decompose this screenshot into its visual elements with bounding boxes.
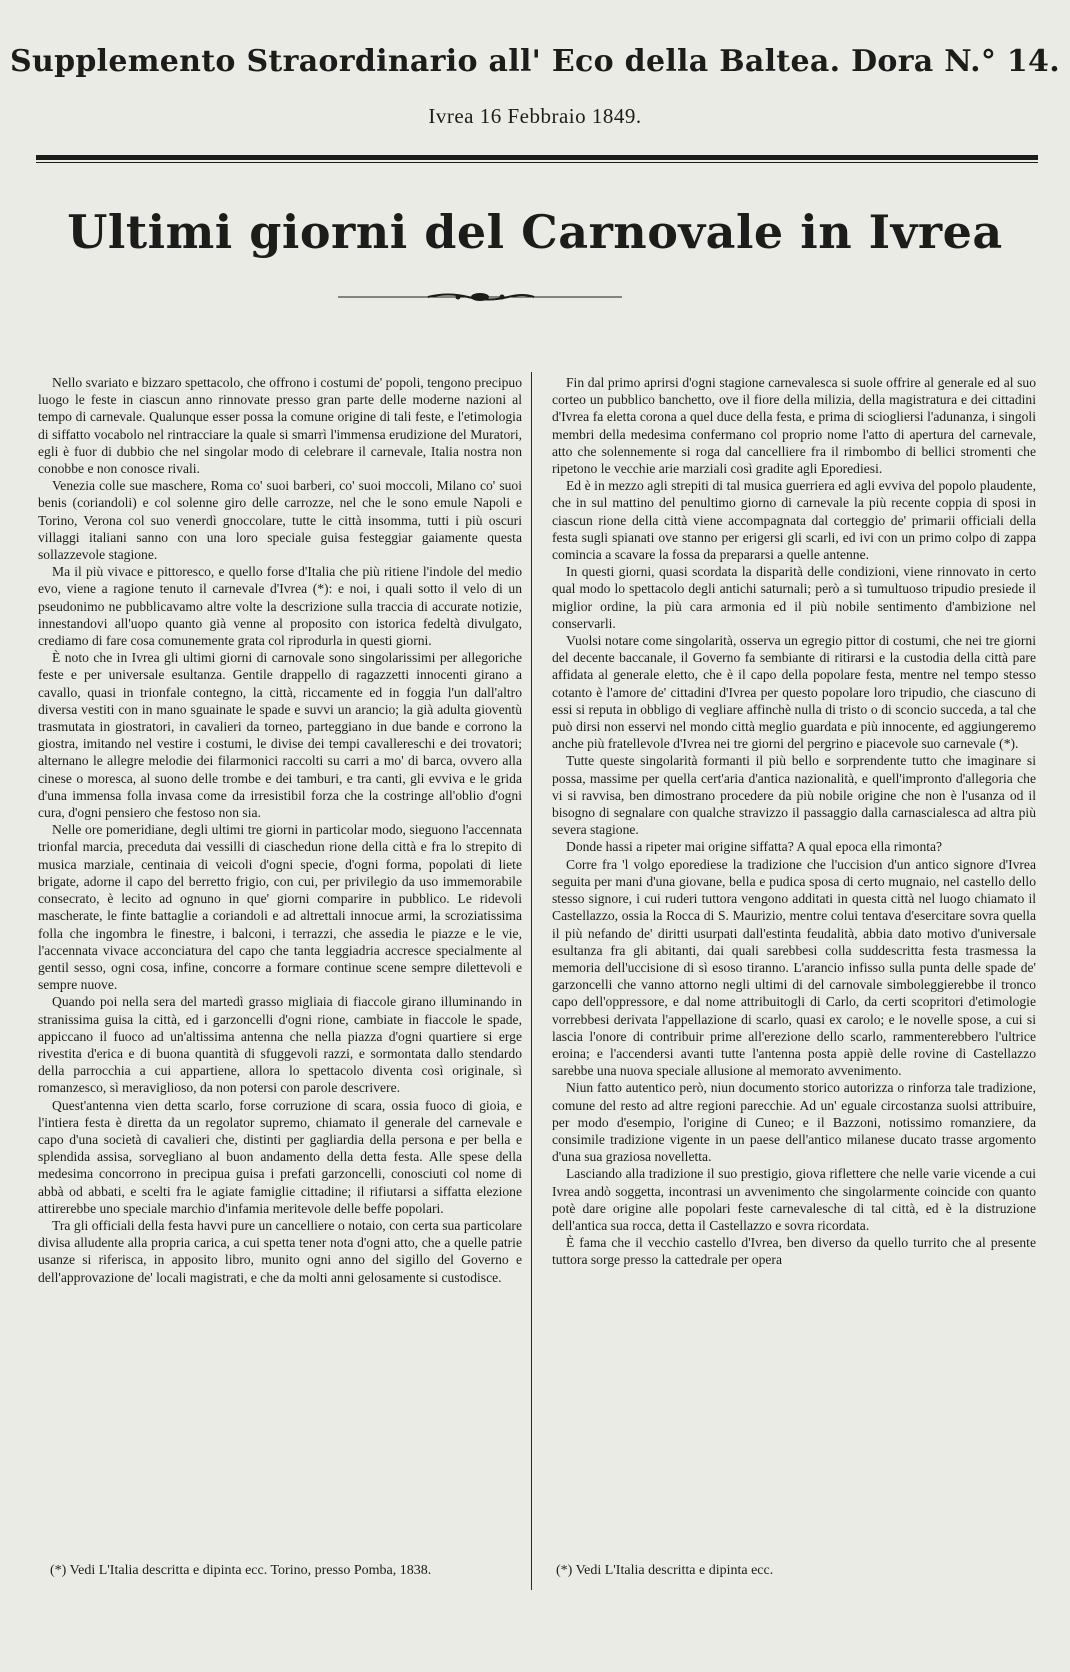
- paragraph: Tutte queste singolarità formanti il più bello e sorprendente tutto che imaginare si possa, massime per quella cert'aria d'antica nazionalità, e quell'impronto d'allegoria che vi si ravvisa, ben dimostrano procedere da più nobile origine che non è l'usanza od il bisogno di segnalare con qualche stravizzo il passaggio dalla carnascialesca ad altra più severa stagione.: [552, 753, 1036, 838]
- paragraph: Tra gli officiali della festa havvi pure un cancelliere o notaio, con certa sua particolare divisa alludente alla propria carica, a cui spetta tener nota d'ogni atto, che a quelle patrie usanze si riferisca, in apposito libro, munito ogni anno del sigillo del Governo e dell'approvazione de' locali magistrati, e che da molti anni gelosamente si custodisce.: [38, 1217, 522, 1285]
- paragraph: Niun fatto autentico però, niun documento storico autorizza o rinforza tale tradizione, comune del resto ad altre regioni parecchie. Ad un' eguale circostanza suolsi attribuire, per modo d'esempio, l'origine di Cuneo; e il Bazzoni, notissimo romanziere, da consimile tradizione vigente in un paese dell'antico milanese ducato trasse argomento d'una sua graziosa novelletta.: [552, 1080, 1036, 1165]
- footnote-right: (*) Vedi L'Italia descritta e dipinta ecc.: [556, 1563, 774, 1578]
- paragraph: Nelle ore pomeridiane, degli ultimi tre giorni in particolar modo, sieguono l'accennata trionfal marcia, preceduta dai vessilli di ciaschedun rione della città e fra lo strepito di musica marziale, centinaia di veicoli d'ogni specie, d'ogni forma, popolati di liete brigate, adorne il capo del berretto frigio, con cui, per privilegio da uso immemorabile consecrato, è lecito ad ognuno in que' giorni comparire in pubblico. Le ridevoli mascherate, le finte battaglie a coriandoli e ad altrettali innocue armi, la scroziatissima folla che ingombra le finestre, i balconi, i terrazzi, che assedia le piazze e le vie, l'accennata vivace acconciatura del capo che tanta leggiadria accresce specialmente al gentil sesso, ogni cosa, infine, concorre a formare continue scene sempre dilettevoli e sempre nuove.: [38, 822, 522, 993]
- masthead: Supplemento Straordinario all' Eco della Baltea. Dora N.° 14.: [10, 44, 1060, 79]
- paragraph: Lasciando alla tradizione il suo prestigio, giova riflettere che nelle varie vicende a cui Ivrea andò soggetta, incontrasi un avvenimento che singolarmente coincide con quanto potè dare origine alle popolari feste carnevalesche di tal città, ed è la distruzione dell'antica sua rocca, detta il Castellazzo e sovra ricordata.: [552, 1166, 1036, 1233]
- paragraph: Quando poi nella sera del martedì grasso migliaia di fiaccole girano illuminando in stranissima guisa la città, ed i garzoncelli d'ogni rione, cambiate in fiaccole le spade, appiccano il fuoco ad un'altissima antenna che nella piazza d'ogni quartiere si erge rivestita d'erica e di buona quantità di sfuggevoli razzi, e sormontata dallo stendardo della parrocchia a cui appartiene, allora lo spettacolo diventa così originale, sì romanzesco, sì meraviglioso, da non potersi con parole descrivere.: [38, 994, 522, 1096]
- paragraph: Donde hassi a ripeter mai origine siffatta? A qual epoca ella rimonta?: [566, 839, 943, 855]
- paragraph: Ma il più vivace e pittoresco, e quello forse d'Italia che più ritiene l'indole del medio evo, viene a ragione tenuto il carnevale d'Ivrea (*): e noi, i quali sotto il velo di un pseudonimo ne pubblicavamo altre volte la descrizione sulla traccia di accurate notizie, innestandovi all'uopo quanto già venne al proposito con istorica fedeltà divulgato, crediamo di fare cosa comunemente grata col riprodurla in questi giorni.: [38, 564, 522, 649]
- ornament-divider: [338, 290, 622, 304]
- column-divider: [531, 372, 532, 1590]
- paragraph: Corre fra 'l volgo eporediese la tradizione che l'uccision d'un antico signore d'Ivrea seguita per mani d'una giovane, bella e pudica sposa di certo mugnaio, nel castello dello stesso signore, i cui ruderi tuttora vengono additati in questa città nel luogo chiamato il Castellazzo, ossia la Rocca di S. Maurizio, mentre colui tentava d'esercitare sovra quella il più nefando de' diritti usurpati dall'estinta feudalità, abbia dato motivo d'universale esultanza fra gli abitanti, dai quali sarebbesi colla suddescritta festa trasmessa la memoria dell'uccisione di sì esoso tiranno. L'arancio infisso sulla punta delle spade de' garzoncelli che vanno attorno negli ultimi di del carnovale simboleggierebbe il tronco capo dell'oppressore, e dal nome attribuitogli di Carlo, da certi scopritori d'etimologie vorrebbesi derivata l'appellazione di scarlo, quasi ex carolo; e le novelle spose, a cui si lascia l'onore di contribuir prime all'erezione dello scarlo, rammenterebbero l'ultrice eroina; e l'accendersi avanti tutte l'antenna posta appiè delle rovine di Castellazzo sarebbe una nuova speciale allusione al memorato avvenimento.: [552, 856, 1036, 1079]
- dateline: Ivrea 16 Febbraio 1849.: [428, 104, 642, 128]
- right-column: [552, 374, 1036, 1269]
- paragraph: Fin dal primo aprirsi d'ogni stagione carnevalesca si suole offrire al generale ed al suo corteo un pubblico banchetto, ove il fiore della milizia, della magistratura e dei cittadini d'Ivrea fa eletta corona a quel duce della festa, e prima di sciogliersi l'adunanza, i singoli membri della medesima confermano col proprio nome l'atto di apertura del carnevale, atto che solennemente si roga dal cancelliere fra il rimbombo di bellici stromenti che ripetono le vecchie arie marziali così gradite agli Eporediesi.: [552, 375, 1036, 477]
- paragraph: È fama che il vecchio castello d'Ivrea, ben diverso da quello turrito che al presente tuttora sorge presso la cattedrale per opera: [552, 1235, 1036, 1268]
- paragraph: Ed è in mezzo agli strepiti di tal musica guerriera ed agli evviva del popolo plaudente, che in sul mattino del penultimo giorno di carnevale la più recente coppia di sposi in ciascun rione della città viene accompagnata dal corteggio de' primarii officiali della festa sugli spianati ove stanno per erigersi gli scarli, ed ivi con un primo colpo di zappa comincia a scavare la fossa da prepararsi a quelle antenne.: [552, 478, 1036, 563]
- paragraph: Nello svariato e bizzaro spettacolo, che offrono i costumi de' popoli, tengono precipuo luogo le feste in ciascun anno rinnovate presso gran parte delle moderne nazioni al tempo di carnevale. Qualunque esser possa la comune origine di tali feste, e l'etimologia di siffatto vocabolo nel rintracciare la quale si smarrì l'immensa erudizione del Muratori, egli è fuor di dubbio che nel singolar modo di celebrare il carnevale, Italia nostra non conobbe e non conosce rivali.: [38, 375, 522, 477]
- paragraph: Quest'antenna vien detta scarlo, forse corruzione di scara, ossia fuoco di gioia, e l'intiera festa è diretta da un regolator supremo, chiamato il generale del carnevale e capo d'una società di cavalieri che, distinti per gagliardia della persona e per bella e splendida assisa, sorvegliano al buon andamento della detta festa. Alle spese della medesima concorrono in precipua guisa i prefati garzoncelli, conosciuti col nome di abbà od abbati, e scelti fra le agiate famiglie cittadine; il rifiutarsi a siffatta elezione attirerebbe uno speciale marchio d'infamia meritevole delle beffe popolari.: [38, 1097, 522, 1216]
- left-column: [38, 374, 522, 1286]
- paragraph: Venezia colle sue maschere, Roma co' suoi barberi, co' suoi moccoli, Milano co' suoi benis (coriandoli) e col solenne giro delle carrozze, nel che le sono emule Napoli e Torino, Verona col suo venerdì gnoccolare, tutte le città insomma, tutti i più oscuri villaggi italiani sanno con una loro speciale guisa festeggiar gaiamente questa sollazzevole stagione.: [38, 478, 522, 563]
- paragraph: In questi giorni, quasi scordata la disparità delle condizioni, viene rinnovato in certo qual modo lo spettacolo degli antichi saturnali; però a sì tumultuoso tripudio presiede il miglior ordine, la più cara armonia ed il più nobile sentimento d'ambizione nel conservarli.: [552, 564, 1036, 631]
- paragraph: È noto che in Ivrea gli ultimi giorni di carnovale sono singolarissimi per allegoriche feste e per universale esultanza. Gentile drappello di ragazzetti innocenti girano a cavallo, quasi in trionfale contegno, la città, riccamente ed in foggia l'un dall'altro diversa vestiti con in mano sguainate le spade e suvvi un arancio; la già adulta gioventù trasmutata in giostratori, in cavalieri da torneo, parteggiano in due bande e corrono la giostra, imitando nel vestire i costumi, le divise dei tempi cavallereschi e dei trovatori; alternano le allegre melodie dei filarmonici raccolti su carri a mo' di barca, ovvero alla cinese o moresca, al suono delle trombe e dei tamburi, e tra canti, gli evviva e le grida d'una immensa folla invasa come da irresistibil forza che la costringe all'oblio d'ogni cura, d'ogni pensiero che festoso non sia.: [38, 650, 522, 821]
- article-title: Ultimi giorni del Carnovale in Ivrea: [67, 205, 1003, 259]
- footnote-left: (*) Vedi L'Italia descritta e dipinta ecc. Torino, presso Pomba, 1838.: [50, 1563, 432, 1578]
- paragraph: Vuolsi notare come singolarità, osserva un egregio pittor di costumi, che nei tre giorni del decente baccanale, il Governo fa sembiante di ritirarsi e la custodia della città pare affidata al generale eletto, che è il capo della popolare festa, mentre nel tempo stesso cotanto è l'amore de' cittadini d'Ivrea per questo popolare loro tripudio, che ciascuno di essi si reputa in obbligo di vegliare affinchè nulla di tristo o di sconcio succeda, a tal che può dirsi non esservi nel mondo città meglio guardata e più innocente, ed aggiungeremo anche più fratellevole d'Ivrea nei tre giorni del pergrino e piacevole suo carnevale (*).: [552, 633, 1036, 752]
